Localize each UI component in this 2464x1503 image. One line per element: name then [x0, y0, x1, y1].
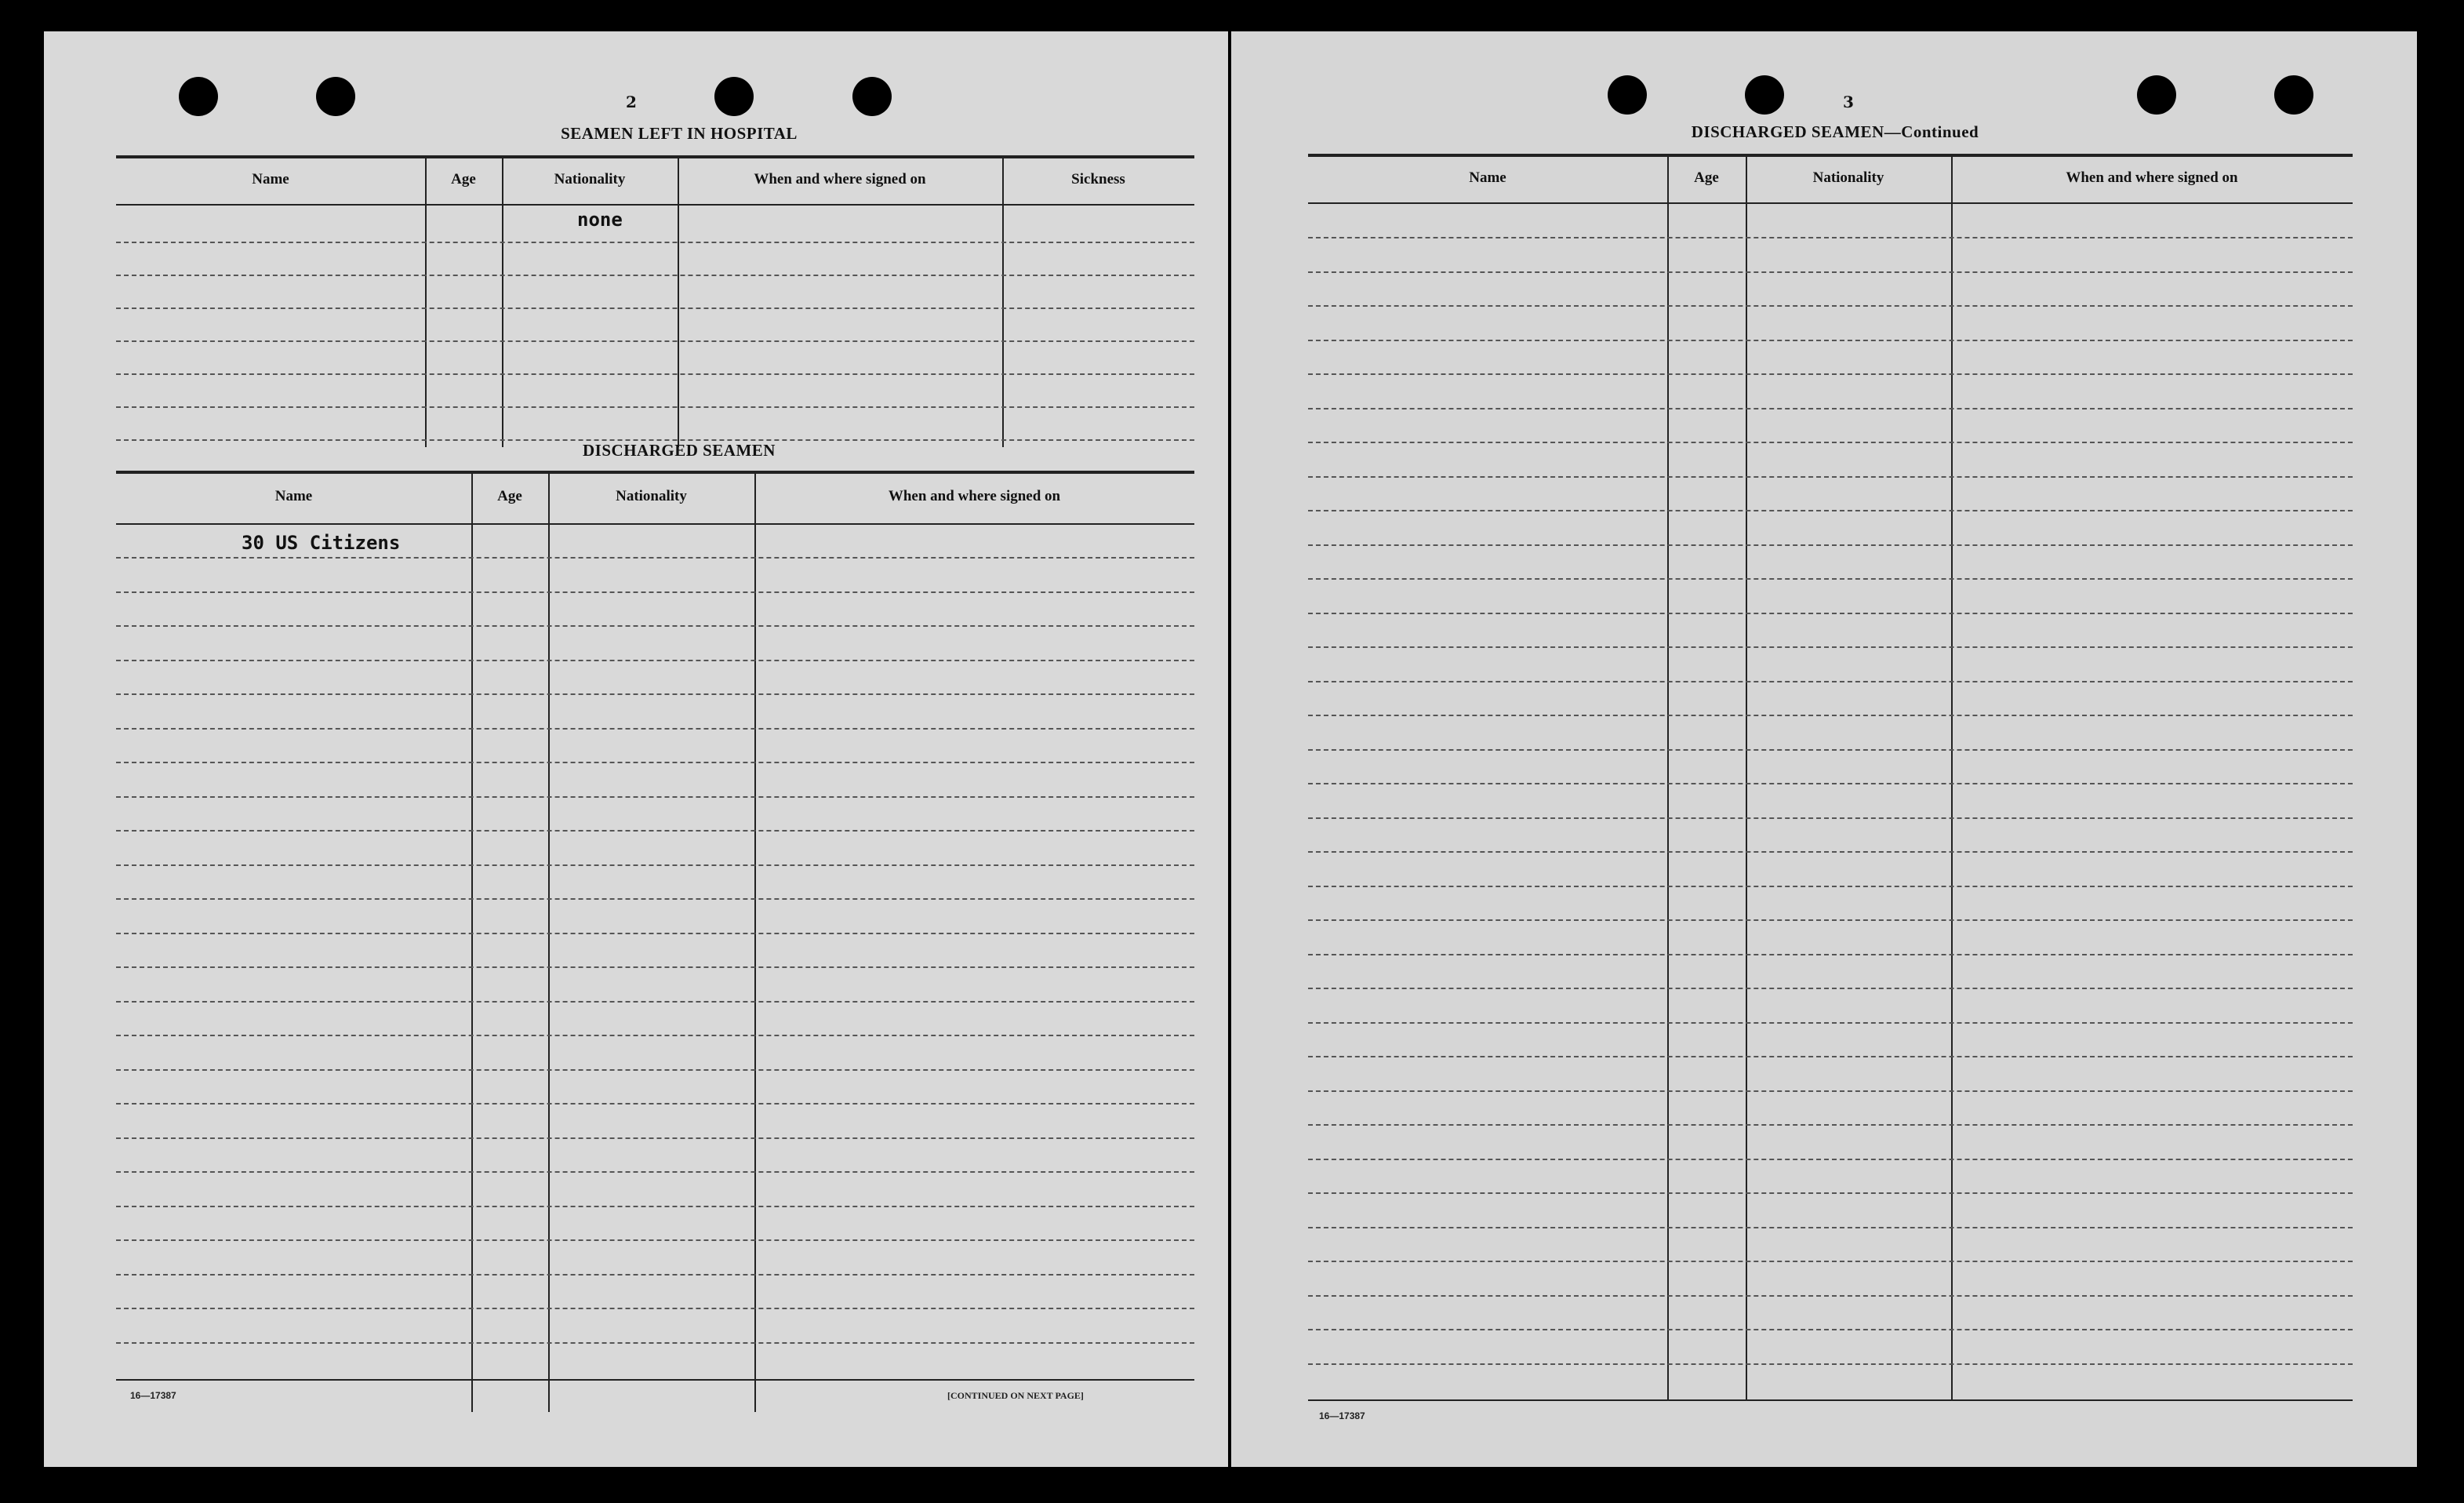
- rule: [1308, 154, 2353, 157]
- entry-line: [116, 1342, 1194, 1344]
- entry-line: [116, 728, 1194, 730]
- column-divider: [1951, 155, 1953, 1400]
- column-header-nationality: Nationality: [1812, 169, 1884, 186]
- entry-line: [116, 1171, 1194, 1173]
- entry-line: [1308, 988, 2353, 989]
- rule: [1308, 202, 2353, 204]
- rule: [1308, 1399, 2353, 1401]
- entry-line: [116, 308, 1194, 309]
- punch-hole: [179, 77, 218, 116]
- entry-line: [1308, 476, 2353, 478]
- column-divider: [1002, 157, 1004, 447]
- entry-line: [116, 966, 1194, 968]
- entry-line: [1308, 578, 2353, 580]
- column-header-signed-on: When and where signed on: [888, 488, 1061, 504]
- entry-line: [1308, 646, 2353, 648]
- column-divider: [1746, 155, 1747, 1400]
- column-header-name: Name: [274, 488, 313, 504]
- entry-line: [116, 406, 1194, 408]
- punch-hole: [2137, 75, 2176, 115]
- entry-line: [116, 693, 1194, 695]
- entry-line: [1308, 1363, 2353, 1365]
- entry-line: [116, 796, 1194, 798]
- entry-line: [1308, 1227, 2353, 1228]
- right-page: [1231, 31, 2417, 1467]
- column-divider: [678, 157, 679, 447]
- entry-line: [116, 242, 1194, 243]
- entry-line: [1308, 749, 2353, 751]
- entry-line: [1308, 1022, 2353, 1024]
- form-number: 16—17387: [130, 1390, 176, 1401]
- column-header-age: Age: [1694, 169, 1719, 186]
- entry-line: [116, 340, 1194, 342]
- entry-line: [116, 1274, 1194, 1276]
- rule: [116, 204, 1194, 206]
- entry-line: [1308, 886, 2353, 887]
- entry-line: [1308, 1329, 2353, 1330]
- entry-line: [1308, 954, 2353, 955]
- entry-line: [116, 1035, 1194, 1036]
- entry-line: [116, 1206, 1194, 1207]
- entry-line: [1308, 271, 2353, 273]
- left-page: [44, 31, 1228, 1467]
- column-header-name: Name: [1469, 169, 1506, 186]
- entry-line: [1308, 1261, 2353, 1262]
- punch-hole: [1745, 75, 1784, 115]
- column-divider: [471, 472, 473, 1412]
- entry-line: [116, 275, 1194, 276]
- discharged-name-entry: 30 US Citizens: [242, 532, 401, 554]
- entry-line: [1308, 305, 2353, 307]
- column-header-age: Age: [451, 171, 476, 187]
- entry-line: [1308, 919, 2353, 921]
- entry-line: [1308, 783, 2353, 784]
- rule: [116, 523, 1194, 525]
- punch-hole: [2274, 75, 2313, 115]
- section-title: DISCHARGED SEAMEN—Continued: [1691, 122, 1979, 141]
- rule: [116, 1379, 1194, 1381]
- column-divider: [425, 157, 427, 447]
- entry-line: [116, 864, 1194, 866]
- entry-line: [116, 557, 1194, 559]
- hospital-nationality-entry: none: [577, 209, 623, 231]
- column-header-signed-on: When and where signed on: [2066, 169, 2238, 186]
- punch-hole: [852, 77, 892, 116]
- entry-line: [116, 1069, 1194, 1071]
- column-header-age: Age: [497, 488, 522, 504]
- entry-line: [116, 762, 1194, 763]
- entry-line: [1308, 1056, 2353, 1057]
- entry-line: [116, 1103, 1194, 1105]
- entry-line: [1308, 1295, 2353, 1297]
- column-header-name: Name: [252, 171, 289, 187]
- entry-line: [116, 373, 1194, 375]
- punch-hole: [1608, 75, 1647, 115]
- punch-hole: [714, 77, 754, 116]
- column-divider: [754, 472, 756, 1412]
- column-header-nationality: Nationality: [554, 171, 626, 187]
- entry-line: [1308, 1124, 2353, 1126]
- entry-line: [116, 1137, 1194, 1139]
- page-number: 3: [1843, 93, 1854, 111]
- entry-line: [1308, 613, 2353, 614]
- entry-line: [116, 591, 1194, 593]
- column-divider: [502, 157, 503, 447]
- column-header-signed-on: When and where signed on: [754, 171, 926, 187]
- entry-line: [1308, 237, 2353, 238]
- entry-line: [116, 660, 1194, 661]
- entry-line: [116, 830, 1194, 832]
- entry-line: [116, 898, 1194, 900]
- entry-line: [1308, 817, 2353, 819]
- entry-line: [1308, 1090, 2353, 1092]
- entry-line: [116, 1308, 1194, 1309]
- entry-line: [1308, 681, 2353, 682]
- entry-line: [116, 1001, 1194, 1003]
- form-number: 16—17387: [1319, 1410, 1365, 1421]
- entry-line: [1308, 373, 2353, 375]
- entry-line: [1308, 715, 2353, 716]
- continued-note: [CONTINUED ON NEXT PAGE]: [947, 1390, 1084, 1401]
- column-header-nationality: Nationality: [616, 488, 687, 504]
- page-number: 2: [626, 93, 637, 111]
- column-divider: [1667, 155, 1669, 1400]
- entry-line: [116, 625, 1194, 627]
- hospital-section-title: SEAMEN LEFT IN HOSPITAL: [561, 124, 798, 143]
- column-header-sickness: Sickness: [1071, 171, 1125, 187]
- entry-line: [1308, 1159, 2353, 1160]
- entry-line: [1308, 544, 2353, 546]
- punch-hole: [316, 77, 355, 116]
- entry-line: [1308, 442, 2353, 443]
- entry-line: [1308, 1192, 2353, 1194]
- entry-line: [1308, 851, 2353, 853]
- rule: [116, 155, 1194, 158]
- entry-line: [116, 933, 1194, 934]
- entry-line: [1308, 510, 2353, 511]
- entry-line: [1308, 340, 2353, 341]
- discharged-section-title: DISCHARGED SEAMEN: [583, 441, 776, 460]
- column-divider: [548, 472, 550, 1412]
- entry-line: [116, 1239, 1194, 1241]
- rule: [116, 471, 1194, 474]
- entry-line: [1308, 408, 2353, 409]
